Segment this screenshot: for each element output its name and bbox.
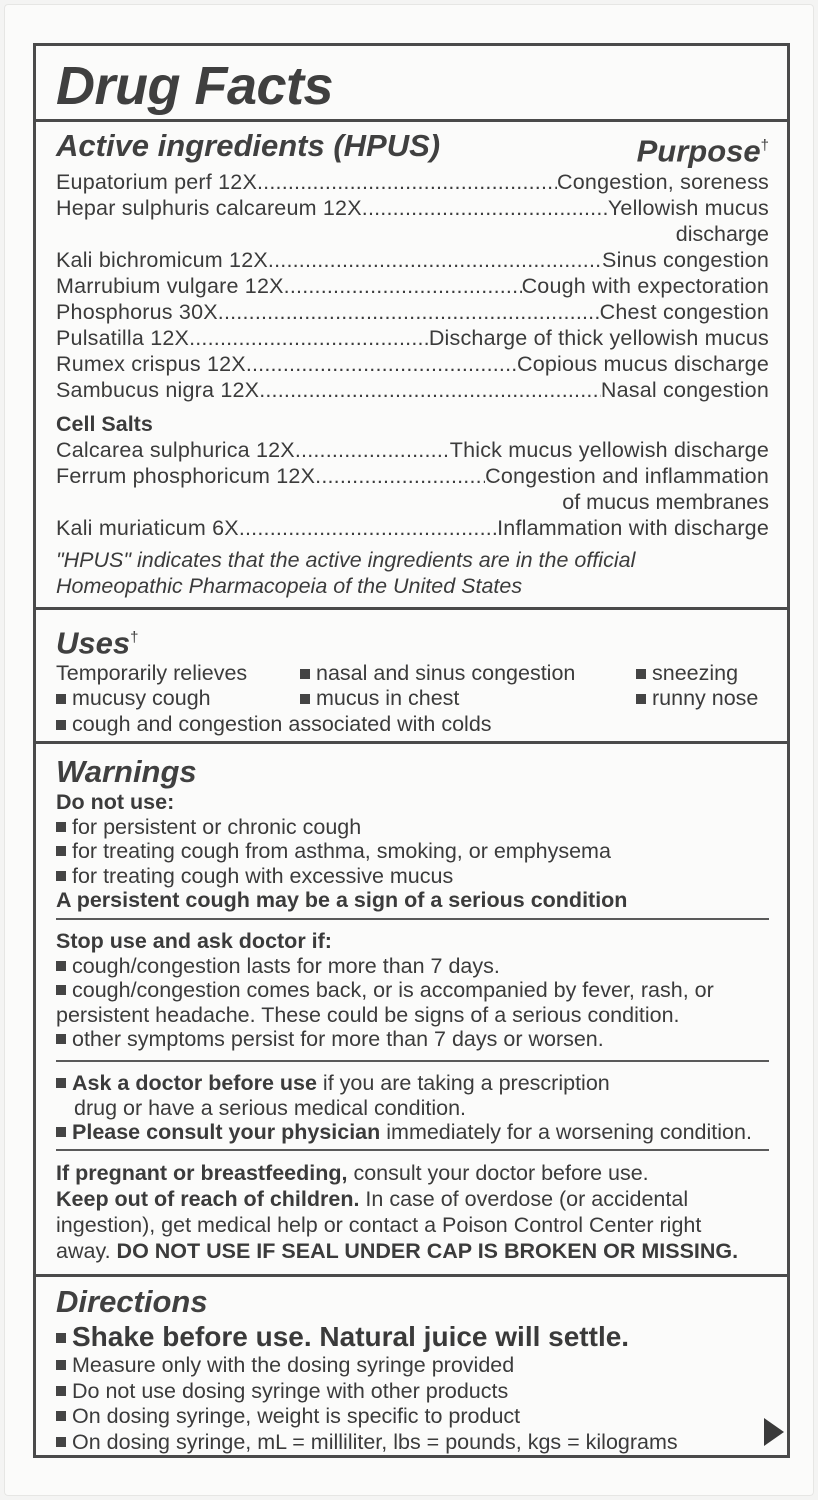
bullet-icon bbox=[56, 1411, 66, 1421]
warnings-section bbox=[56, 754, 769, 913]
shake-instruction: Shake before use. Natural juice will settle. bbox=[56, 1320, 769, 1353]
uses-item: mucusy cough bbox=[56, 686, 211, 711]
continue-arrow-icon bbox=[764, 1418, 784, 1446]
ingredient-name: Phosphorus 30X bbox=[56, 300, 218, 325]
ingredient-name: Ferrum phosphoricum 12X bbox=[56, 464, 316, 489]
bullet-icon bbox=[300, 669, 310, 679]
bullet-icon bbox=[56, 1437, 66, 1447]
ingredient-name: Calcarea sulphurica 12X bbox=[56, 438, 295, 463]
stop-use-item: cough/congestion comes back, or is accompanied by fever, rash, or bbox=[56, 978, 769, 1003]
ingredient-purpose: Chest congestion bbox=[599, 300, 769, 325]
ingredient-purpose-continued: discharge bbox=[675, 222, 769, 247]
bullet-icon bbox=[636, 694, 646, 704]
ingredient-name: Eupatorium perf 12X bbox=[56, 170, 257, 195]
leader-dots bbox=[284, 273, 522, 299]
direction-item: Do not use dosing syringe with other products bbox=[56, 1379, 769, 1405]
pregnant-line: If pregnant or breastfeeding, consult your doctor before use. bbox=[56, 1161, 649, 1185]
active-ingredients-heading: Active ingredients (HPUS) bbox=[56, 128, 441, 163]
ingredient-row bbox=[56, 247, 769, 273]
uses-divider bbox=[36, 607, 787, 610]
ingredient-purpose: Congestion, soreness bbox=[557, 170, 769, 195]
bullet-icon bbox=[56, 1333, 66, 1343]
ingredient-purpose: Yellowish mucus bbox=[607, 196, 769, 221]
ingredient-name: Pulsatilla 12X bbox=[56, 326, 190, 351]
drug-facts-title: Drug Facts bbox=[56, 56, 334, 116]
stop-use-item-continued: persistent headache. These could be signs of a serious condition. bbox=[56, 1002, 680, 1027]
keep-out-continued: ingestion), get medical help or contact a Poison Control Center right bbox=[56, 1213, 702, 1237]
ingredient-row bbox=[56, 299, 769, 325]
uses-item: sneezing bbox=[636, 661, 738, 686]
hpus-note-line-1: "HPUS" indicates that the active ingredients are in the official bbox=[56, 548, 636, 573]
directions-section bbox=[56, 1284, 769, 1455]
leader-dots bbox=[218, 299, 600, 325]
leader-dots bbox=[315, 463, 485, 489]
do-not-use-item: for persistent or chronic cough bbox=[56, 815, 769, 840]
ingredient-purpose: Cough with expectoration bbox=[521, 274, 769, 299]
ingredient-purpose: Congestion and inflammation bbox=[485, 464, 769, 489]
ingredient-purpose: Inflammation with discharge bbox=[497, 516, 769, 541]
bullet-icon bbox=[300, 694, 310, 704]
ingredient-purpose: Nasal congestion bbox=[600, 378, 769, 403]
bullet-icon bbox=[56, 720, 66, 730]
bullet-icon bbox=[56, 985, 66, 995]
leader-dots bbox=[259, 377, 601, 403]
leader-dots bbox=[246, 351, 517, 377]
stop-use-heading: Stop use and ask doctor if: bbox=[56, 929, 332, 953]
ingredient-purpose-continued: of mucus membranes bbox=[562, 490, 769, 515]
warnings-heading: Warnings bbox=[56, 754, 197, 789]
active-ingredients-section bbox=[56, 128, 769, 599]
ingredient-row bbox=[56, 325, 769, 351]
ingredient-row bbox=[56, 515, 769, 541]
keep-out-line: Keep out of reach of children. In case of overdose (or accidental bbox=[56, 1187, 689, 1211]
do-not-use-item: for treating cough with excessive mucus bbox=[56, 864, 769, 889]
ingredient-list bbox=[56, 169, 769, 403]
bullet-icon bbox=[636, 669, 646, 679]
bullet-icon bbox=[56, 846, 66, 856]
uses-heading: Uses† bbox=[56, 625, 139, 661]
bullet-icon bbox=[56, 822, 66, 832]
cell-salts-heading: Cell Salts bbox=[56, 412, 153, 437]
bullet-icon bbox=[56, 961, 66, 971]
ingredient-row bbox=[56, 169, 769, 195]
ingredient-purpose: Copious mucus discharge bbox=[517, 352, 769, 377]
warnings-divider bbox=[36, 741, 787, 744]
title-divider bbox=[36, 119, 787, 122]
pregnancy-section bbox=[56, 1160, 769, 1264]
bullet-icon bbox=[56, 694, 66, 704]
direction-item: On dosing syringe, mL = milliliter, lbs = pounds, kgs = kilograms bbox=[56, 1430, 769, 1456]
ingredient-row bbox=[56, 437, 769, 463]
ingredient-row bbox=[56, 463, 769, 489]
ingredient-name: Rumex crispus 12X bbox=[56, 352, 246, 377]
ingredient-name: Kali muriaticum 6X bbox=[56, 516, 239, 541]
ingredient-name: Marrubium vulgare 12X bbox=[56, 274, 284, 299]
hpus-note-line-2: Homeopathic Pharmacopeia of the United States bbox=[56, 574, 523, 599]
leader-dots bbox=[362, 195, 608, 221]
leader-dots bbox=[189, 325, 429, 351]
uses-item: runny nose bbox=[636, 686, 758, 711]
uses-item: nasal and sinus congestion bbox=[300, 661, 575, 686]
ingredient-row bbox=[56, 195, 769, 221]
seal-line: away. DO NOT USE IF SEAL UNDER CAP IS BROKEN OR MISSING. bbox=[56, 1239, 739, 1263]
ingredient-name: Kali bichromicum 12X bbox=[56, 248, 268, 273]
uses-section bbox=[56, 620, 769, 741]
do-not-use-heading: Do not use: bbox=[56, 790, 175, 814]
do-not-use-item: for treating cough from asthma, smoking, or emphysema bbox=[56, 839, 769, 864]
directions-divider bbox=[36, 1274, 787, 1277]
bullet-icon bbox=[56, 1034, 66, 1044]
uses-grid bbox=[56, 661, 769, 741]
ingredient-row bbox=[56, 273, 769, 299]
purpose-heading: Purpose† bbox=[636, 133, 769, 169]
ingredient-row bbox=[56, 351, 769, 377]
cell-salts-list bbox=[56, 437, 769, 541]
uses-item: cough and congestion associated with colds bbox=[56, 712, 492, 737]
ingredient-purpose: Sinus congestion bbox=[602, 248, 769, 273]
stop-use-item: cough/congestion lasts for more than 7 days. bbox=[56, 954, 769, 979]
stop-use-section bbox=[56, 929, 769, 1052]
ingredient-purpose: Thick mucus yellowish discharge bbox=[449, 438, 769, 463]
ask-doctor-divider bbox=[56, 1060, 769, 1062]
directions-heading: Directions bbox=[56, 1284, 208, 1319]
ask-doctor-continued: drug or have a serious medical condition. bbox=[74, 1095, 466, 1120]
uses-item: mucus in chest bbox=[300, 686, 459, 711]
consult-physician-line: Please consult your physician immediately for a worsening condition. bbox=[56, 1120, 769, 1145]
pregnancy-divider bbox=[56, 1149, 769, 1151]
ingredient-name: Hepar sulphuris calcareum 12X bbox=[56, 196, 362, 221]
active-ingredients-header-row bbox=[56, 128, 769, 169]
drug-facts-panel bbox=[33, 43, 790, 1458]
bullet-icon bbox=[56, 1078, 66, 1088]
leader-dots bbox=[268, 247, 602, 273]
ask-doctor-section bbox=[56, 1071, 769, 1145]
stop-use-item: other symptoms persist for more than 7 days or worsen. bbox=[56, 1027, 769, 1052]
ingredient-name: Sambucus nigra 12X bbox=[56, 378, 260, 403]
bullet-icon bbox=[56, 1386, 66, 1396]
leader-dots bbox=[239, 515, 497, 541]
stop-use-divider bbox=[56, 918, 769, 920]
leader-dots bbox=[257, 169, 557, 195]
bullet-icon bbox=[56, 871, 66, 881]
ingredient-purpose: Discharge of thick yellowish mucus bbox=[428, 326, 769, 351]
ingredient-row bbox=[56, 377, 769, 403]
direction-item: Measure only with the dosing syringe provided bbox=[56, 1353, 769, 1379]
leader-dots bbox=[295, 437, 450, 463]
bullet-icon bbox=[56, 1360, 66, 1370]
uses-intro: Temporarily relieves bbox=[56, 661, 248, 686]
ask-doctor-line: Ask a doctor before use if you are taking a prescription bbox=[56, 1071, 769, 1096]
bullet-icon bbox=[56, 1127, 66, 1137]
persistent-cough-warning: A persistent cough may be a sign of a serious condition bbox=[56, 888, 628, 912]
direction-item: On dosing syringe, weight is specific to product bbox=[56, 1404, 769, 1430]
